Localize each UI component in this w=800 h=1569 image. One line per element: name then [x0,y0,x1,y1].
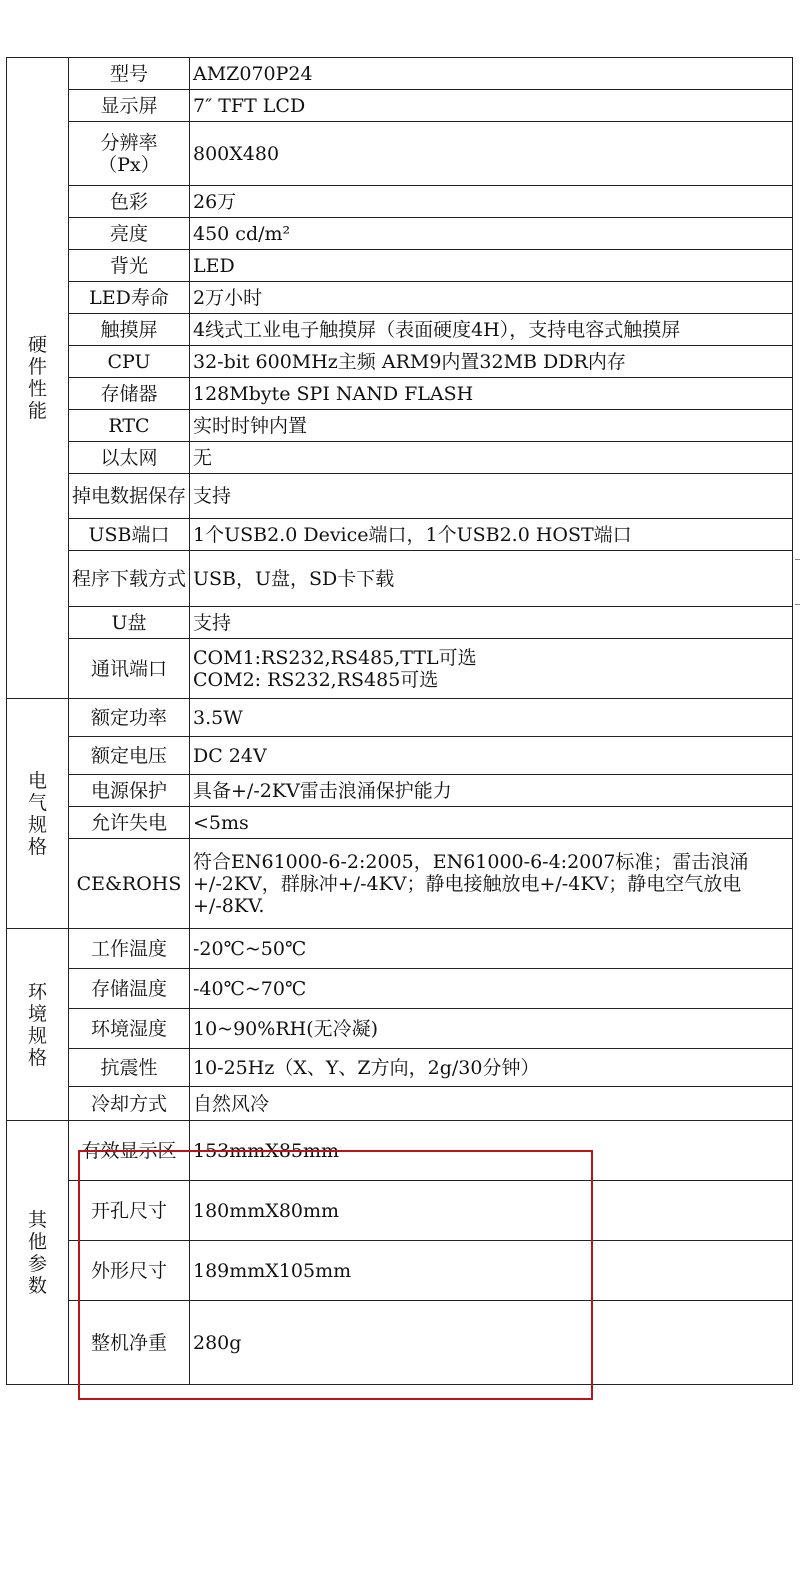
spec-value: 3.5W [190,699,793,737]
spec-label: 额定电压 [69,737,190,775]
table-row [7,378,793,410]
section-category [7,699,69,929]
table-row [7,186,793,218]
spec-value: 支持 [190,474,793,519]
spec-label: 掉电数据保存 [69,474,190,519]
section-category [7,58,69,699]
spec-label: 允许失电 [69,807,190,839]
table-row [7,699,793,737]
spec-value: 153mmX85mm [190,1121,793,1181]
spec-label: 以太网 [69,442,190,474]
table-row [7,1121,793,1181]
table-row [7,607,793,639]
table-row [7,474,793,519]
table-row [7,639,793,699]
table-row [7,1181,793,1241]
table-row [7,410,793,442]
table-row [7,969,793,1009]
spec-label: 亮度 [69,218,190,250]
table-row [7,282,793,314]
spec-label: LED寿命 [69,282,190,314]
spec-label: 触摸屏 [69,314,190,346]
spec-label: 程序下载方式 [69,551,190,607]
spec-label: 电源保护 [69,775,190,807]
section-category [7,929,69,1121]
spec-label: 背光 [69,250,190,282]
table-row [7,519,793,551]
table-row [7,58,793,90]
table-row [7,442,793,474]
section-category-label: 环境规格 [27,980,47,1069]
spec-value: 实时时钟内置 [190,410,793,442]
spec-label: 外形尺寸 [69,1241,190,1301]
spec-label: 开孔尺寸 [69,1181,190,1241]
spec-label: 型号 [69,58,190,90]
spec-value: LED [190,250,793,282]
spec-table-body [7,58,793,1385]
table-row [7,807,793,839]
table-row [7,218,793,250]
side-tick [795,604,800,605]
spec-label: 通讯端口 [69,639,190,699]
spec-table [6,57,793,1385]
spec-label: U盘 [69,607,190,639]
table-row [7,1049,793,1087]
spec-value: 1个USB2.0 Device端口，1个USB2.0 HOST端口 [190,519,793,551]
table-row [7,346,793,378]
spec-value: DC 24V [190,737,793,775]
table-row [7,1009,793,1049]
spec-label: 有效显示区 [69,1121,190,1181]
table-row [7,929,793,969]
spec-value: 800X480 [190,122,793,186]
spec-value: AMZ070P24 [190,58,793,90]
spec-value: 7″ TFT LCD [190,90,793,122]
spec-label: 存储温度 [69,969,190,1009]
spec-label: CE&ROHS [69,839,190,929]
spec-value: 280g [190,1301,793,1385]
table-row [7,314,793,346]
table-row [7,1087,793,1121]
spec-label: 存储器 [69,378,190,410]
spec-label: CPU [69,346,190,378]
spec-value: USB，U盘，SD卡下载 [190,551,793,607]
spec-value: 189mmX105mm [190,1241,793,1301]
spec-value: -20℃~50℃ [190,929,793,969]
spec-label: 额定功率 [69,699,190,737]
spec-value: 10~90%RH(无冷凝) [190,1009,793,1049]
table-row [7,1301,793,1385]
table-row [7,737,793,775]
spec-label: USB端口 [69,519,190,551]
spec-label: 整机净重 [69,1301,190,1385]
spec-value: -40℃~70℃ [190,969,793,1009]
spec-label: 环境湿度 [69,1009,190,1049]
section-category [7,1121,69,1385]
spec-label: 分辨率 （Px） [69,122,190,186]
table-row [7,1241,793,1301]
spec-value: 自然风冷 [190,1087,793,1121]
spec-label: RTC [69,410,190,442]
spec-value: 无 [190,442,793,474]
spec-value: 2万小时 [190,282,793,314]
spec-value: <5ms [190,807,793,839]
table-row [7,122,793,186]
spec-value: 32-bit 600MHz主频 ARM9内置32MB DDR内存 [190,346,793,378]
spec-value: 450 cd/m² [190,218,793,250]
spec-value: 4线式工业电子触摸屏（表面硬度4H），支持电容式触摸屏 [190,314,793,346]
section-category-label: 硬件性能 [27,334,47,422]
spec-label: 显示屏 [69,90,190,122]
spec-label: 冷却方式 [69,1087,190,1121]
table-row [7,775,793,807]
spec-label: 工作温度 [69,929,190,969]
spec-label: 抗震性 [69,1049,190,1087]
table-row [7,90,793,122]
spec-value: 支持 [190,607,793,639]
spec-value: 符合EN61000-6-2:2005，EN61000-6-4:2007标准；雷击浪涌+/-2KV，群脉冲+/-4KV；静电接触放电+/-4KV；静电空气放电+/-8KV. [190,839,793,929]
spec-value: 180mmX80mm [190,1181,793,1241]
section-category-label: 其他参数 [27,1208,47,1297]
spec-value: 128Mbyte SPI NAND FLASH [190,378,793,410]
spec-value: 10-25Hz（X、Y、Z方向，2g/30分钟） [190,1049,793,1087]
table-row [7,551,793,607]
spec-value: 具备+/-2KV雷击浪涌保护能力 [190,775,793,807]
spec-value: COM1:RS232,RS485,TTL可选 COM2: RS232,RS485可选 [190,639,793,699]
spec-label: 色彩 [69,186,190,218]
section-category-label: 电气规格 [27,769,47,858]
table-row [7,839,793,929]
side-tick [795,559,800,560]
table-row [7,250,793,282]
spec-value: 26万 [190,186,793,218]
